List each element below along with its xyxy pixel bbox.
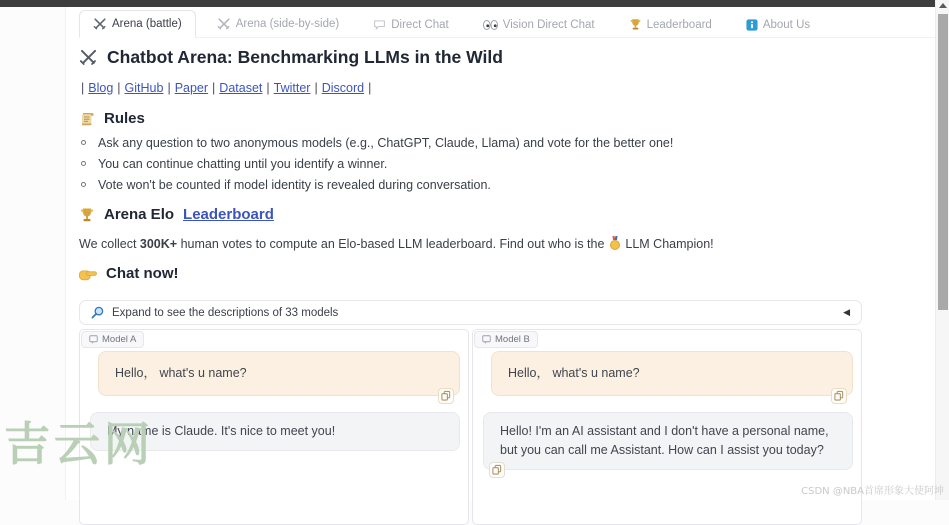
tab-arena-battle[interactable] [79,10,196,38]
user-message [491,351,853,396]
browser-top-bar [0,0,935,7]
chatbot-arena-app [65,7,935,500]
rules-item [79,157,935,171]
link-separator: | [117,81,121,95]
rules-item-text: Ask any question to two anonymous models (e.g., ChatGPT, Claude, Llama) and vote for the better one! [98,136,674,150]
link-separator: | [212,81,216,95]
tab-about-us[interactable] [733,13,823,37]
search-icon [91,306,104,319]
assistant-message-text: My name is Claude. It's nice to meet you! [107,424,336,438]
link-separator: | [167,81,171,95]
model-a-messages [90,351,460,451]
page-title [79,47,935,68]
tab-vision-direct-chat[interactable] [470,13,608,37]
chatbot-icon [482,335,491,344]
copy-button[interactable] [489,462,505,478]
rules-item [79,136,935,150]
tab-label: Arena (battle) [112,18,182,30]
info-icon [746,19,758,31]
trophy-icon [79,207,95,223]
copy-icon [492,464,502,476]
chat-now-heading-text: Chat now! [106,265,179,282]
speech-bubble-icon [373,18,386,31]
vertical-scrollbar[interactable] [935,0,949,500]
tab-direct-chat[interactable] [360,12,462,37]
elo-text: We collect [79,237,140,251]
link-blog[interactable]: Blog [88,81,114,95]
chat-now-heading [79,265,935,282]
tab-label: Direct Chat [391,18,449,31]
link-separator: | [368,81,372,95]
link-separator: | [314,81,318,95]
rules-heading [79,110,935,127]
crossed-swords-icon [93,17,107,31]
tab-label: Vision Direct Chat [502,19,595,31]
link-paper[interactable]: Paper [174,81,209,95]
tab-label: About Us [762,19,811,31]
link-twitter[interactable]: Twitter [273,81,311,95]
link-separator: | [266,81,270,95]
copy-button[interactable] [438,388,454,404]
model-label: Model A [102,334,137,345]
page-title-text: Chatbot Arena: Benchmarking LLMs in the Wild [107,47,503,67]
chat-panels [79,329,862,525]
votes-count: 300K+ [139,237,178,251]
chatbot-icon [89,335,98,344]
copy-icon [834,390,844,402]
user-message-text: Hello， what's u name? [115,366,247,380]
tab-arena-side-by-side[interactable] [204,11,353,37]
model-descriptions-accordion[interactable] [79,300,862,325]
rules-item-text: You can continue chatting until you identify a winner. [98,157,388,171]
leaderboard-link[interactable]: Leaderboard [183,206,274,223]
rules-list [79,136,935,192]
model-b-panel [472,329,862,525]
csdn-watermark: CSDN @NBA首席形象大使阿坤 [801,486,944,497]
crossed-swords-icon [79,48,98,67]
accordion-label: Expand to see the descriptions of 33 models [112,306,339,319]
rules-item [79,178,935,192]
collapse-arrow-icon[interactable]: ◀ [843,307,850,318]
crossed-swords-icon [217,17,231,31]
link-dataset[interactable]: Dataset [219,81,263,95]
trophy-icon [629,18,642,31]
model-b-label-chip [474,331,538,348]
elo-text: LLM Champion! [621,237,714,251]
scrollbar-up-arrow[interactable] [939,3,947,8]
elo-description [79,236,935,251]
scrollbar-thumb[interactable] [938,14,948,310]
user-message-text: Hello， what's u name? [508,366,640,380]
model-a-label-chip [81,331,144,348]
arena-elo-heading-text: Arena Elo [104,206,175,223]
link-github[interactable]: GitHub [124,81,164,95]
link-discord[interactable]: Discord [321,81,365,95]
site-watermark: 吉云网 [4,417,154,471]
assistant-message [483,412,853,470]
external-links-row [79,81,935,95]
eyes-icon [483,19,498,31]
copy-button[interactable] [831,388,847,404]
tab-leaderboard[interactable] [616,12,725,37]
user-message [98,351,460,396]
model-a-panel [79,329,469,525]
scroll-icon [79,111,95,127]
tab-bar [79,10,936,38]
assistant-message-text: Hello! I'm an AI assistant and I don't have a personal name, but you can call me Assistant. How can I assist you today? [500,424,829,457]
model-b-messages [483,351,853,470]
tab-label: Arena (side-by-side) [235,18,340,30]
elo-text: human votes to compute an Elo-based LLM leaderboard. Find out who is the [177,237,608,251]
link-separator: | [81,81,85,95]
pointing-hand-icon [79,267,97,281]
tab-label: Leaderboard [646,18,712,31]
rules-item-text: Vote won't be counted if model identity is revealed during conversation. [98,178,491,192]
model-label: Model B [495,334,530,345]
gold-medal-icon [609,236,621,250]
assistant-message [90,412,460,451]
bullet-marker [81,140,86,145]
bullet-marker [81,182,86,187]
arena-elo-heading [79,206,935,223]
bullet-marker [81,161,86,166]
rules-heading-text: Rules [104,110,145,127]
copy-icon [441,390,451,402]
